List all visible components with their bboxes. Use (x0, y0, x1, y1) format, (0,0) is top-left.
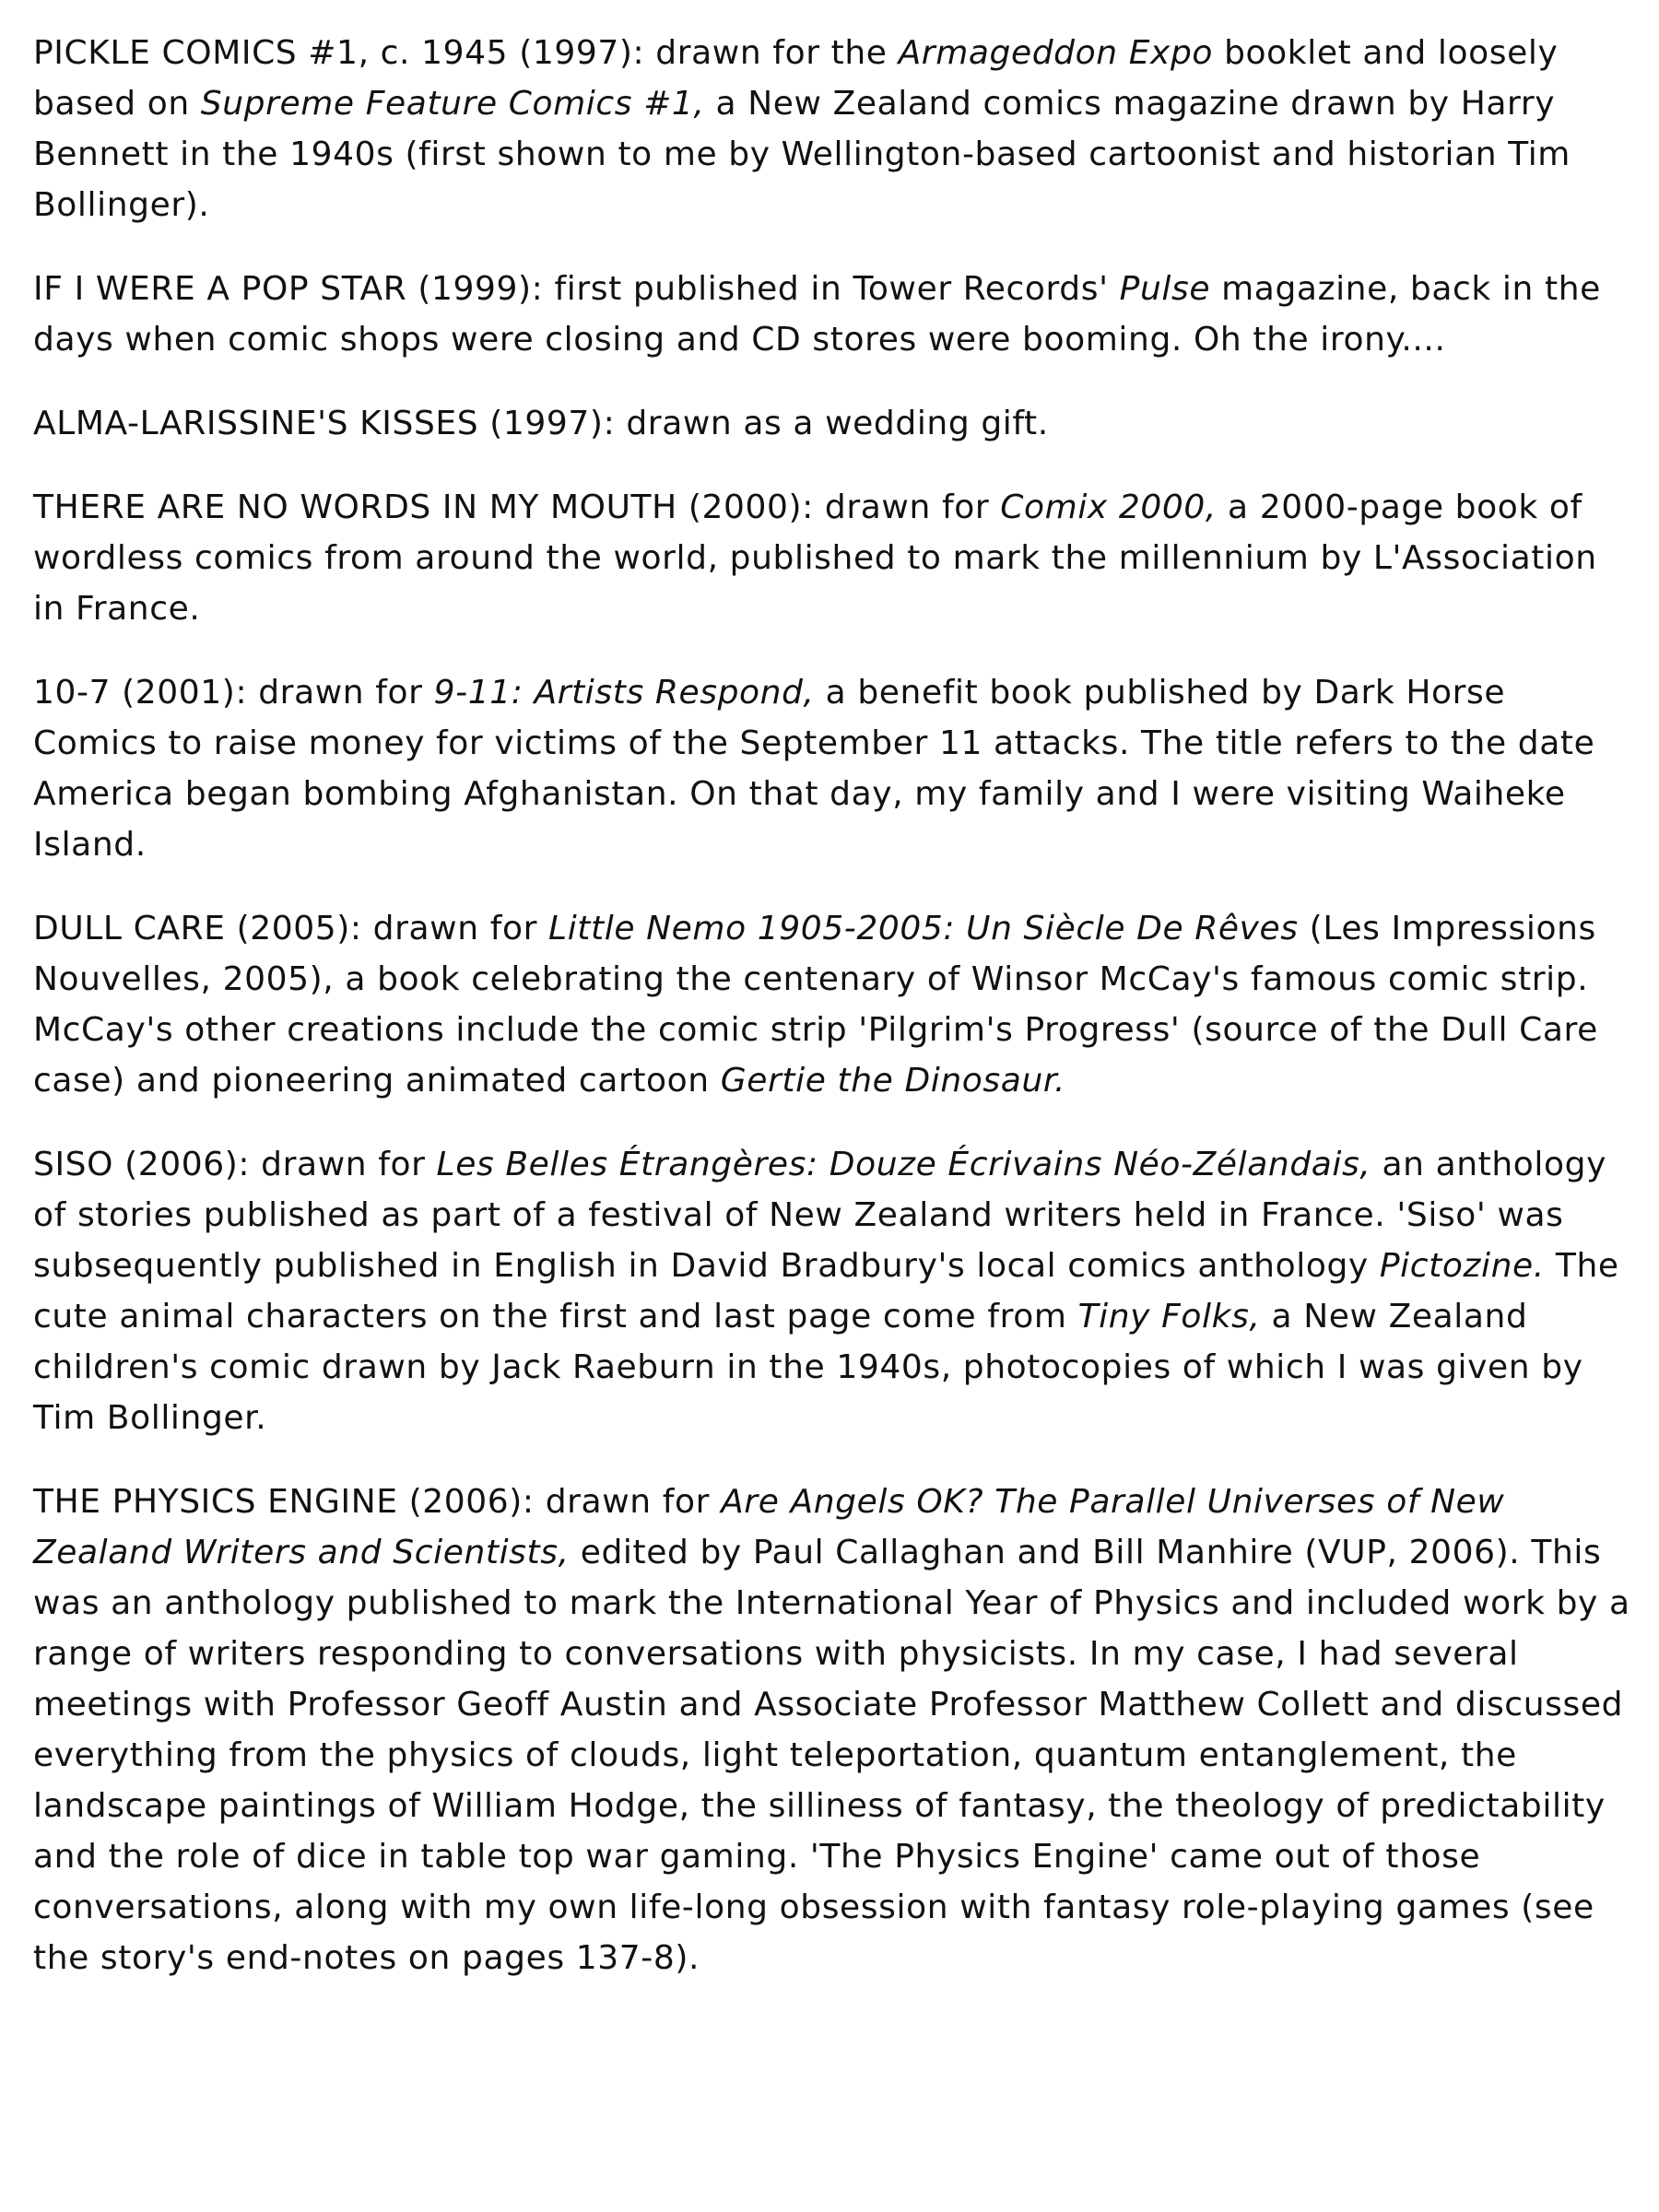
note-pickle-comics: PICKLE COMICS #1, c. 1945 (1997): drawn for the Armageddon Expo booklet and loosely based on Supreme Feature Comics #1, a New Zealand comics magazine drawn by Harry Bennett in the 1940s (first shown to me by Wellington-based cartoonist and historian Tim Bollinger). (33, 34, 1571, 224)
note-dull-care: DULL CARE (2005): drawn for Little Nemo 1905-2005: Un Siècle De Rêves (Les Impressions Nouvelles, 2005), a book celebrating the centenary of Winsor McCay's famous comic strip. McCay's other creations include the comic strip 'Pilgrim's Progress' (source of the Dull Care case) and pioneering animated cartoon Gertie the Dinosaur. (33, 910, 1598, 1100)
note-pop-star: IF I WERE A POP STAR (1999): first published in Tower Records' Pulse magazine, back in the days when comic shops were closing and CD stores were booming. Oh the irony.... (33, 270, 1601, 359)
note-no-words: THERE ARE NO WORDS IN MY MOUTH (2000): drawn for Comix 2000, a 2000-page book of wordless comics from around the world, published to mark the millennium by L'Association in France. (33, 488, 1597, 628)
note-siso: SISO (2006): drawn for Les Belles Étrangères: Douze Écrivains Néo-Zélandais, an anthology of stories published as part of a festival of New Zealand writers held in France. 'Siso' was subsequently published in English in David Bradbury's local comics anthology Pictozine. The cute animal characters on the first and last page come from Tiny Folks, a New Zealand children's comic drawn by Jack Raeburn in the 1940s, photocopies of which I was given by Tim Bollinger. (33, 1146, 1619, 1437)
note-alma-larissine: ALMA-LARISSINE'S KISSES (1997): drawn as a wedding gift. (33, 405, 1049, 442)
note-physics-engine: THE PHYSICS ENGINE (2006): drawn for Are Angels OK? The Parallel Universes of New Zealand Writers and Scientists, edited by Paul Callaghan and Bill Manhire (VUP, 2006). This was an anthology published to mark the International Year of Physics and included work by a range of writers responding to conversations with physicists. In my case, I had several meetings with Professor Geoff Austin and Associate Professor Matthew Collett and discussed everything from the physics of clouds, light teleportation, quantum entanglement, the landscape paintings of William Hodge, the silliness of fantasy, the theology of predictability and the role of dice in table top war gaming. 'The Physics Engine' came out of those conversations, along with my own life-long obsession with fantasy role-playing games (see the story's end-notes on pages 137-8). (33, 1483, 1630, 1977)
note-10-7: 10-7 (2001): drawn for 9-11: Artists Respond, a benefit book published by Dark Horse Comics to raise money for victims of the September 11 attacks. The title refers to the date America began bombing Afghanistan. On that day, my family and I were visiting Waiheke Island. (33, 674, 1595, 864)
notes-page (33, 28, 1637, 2017)
